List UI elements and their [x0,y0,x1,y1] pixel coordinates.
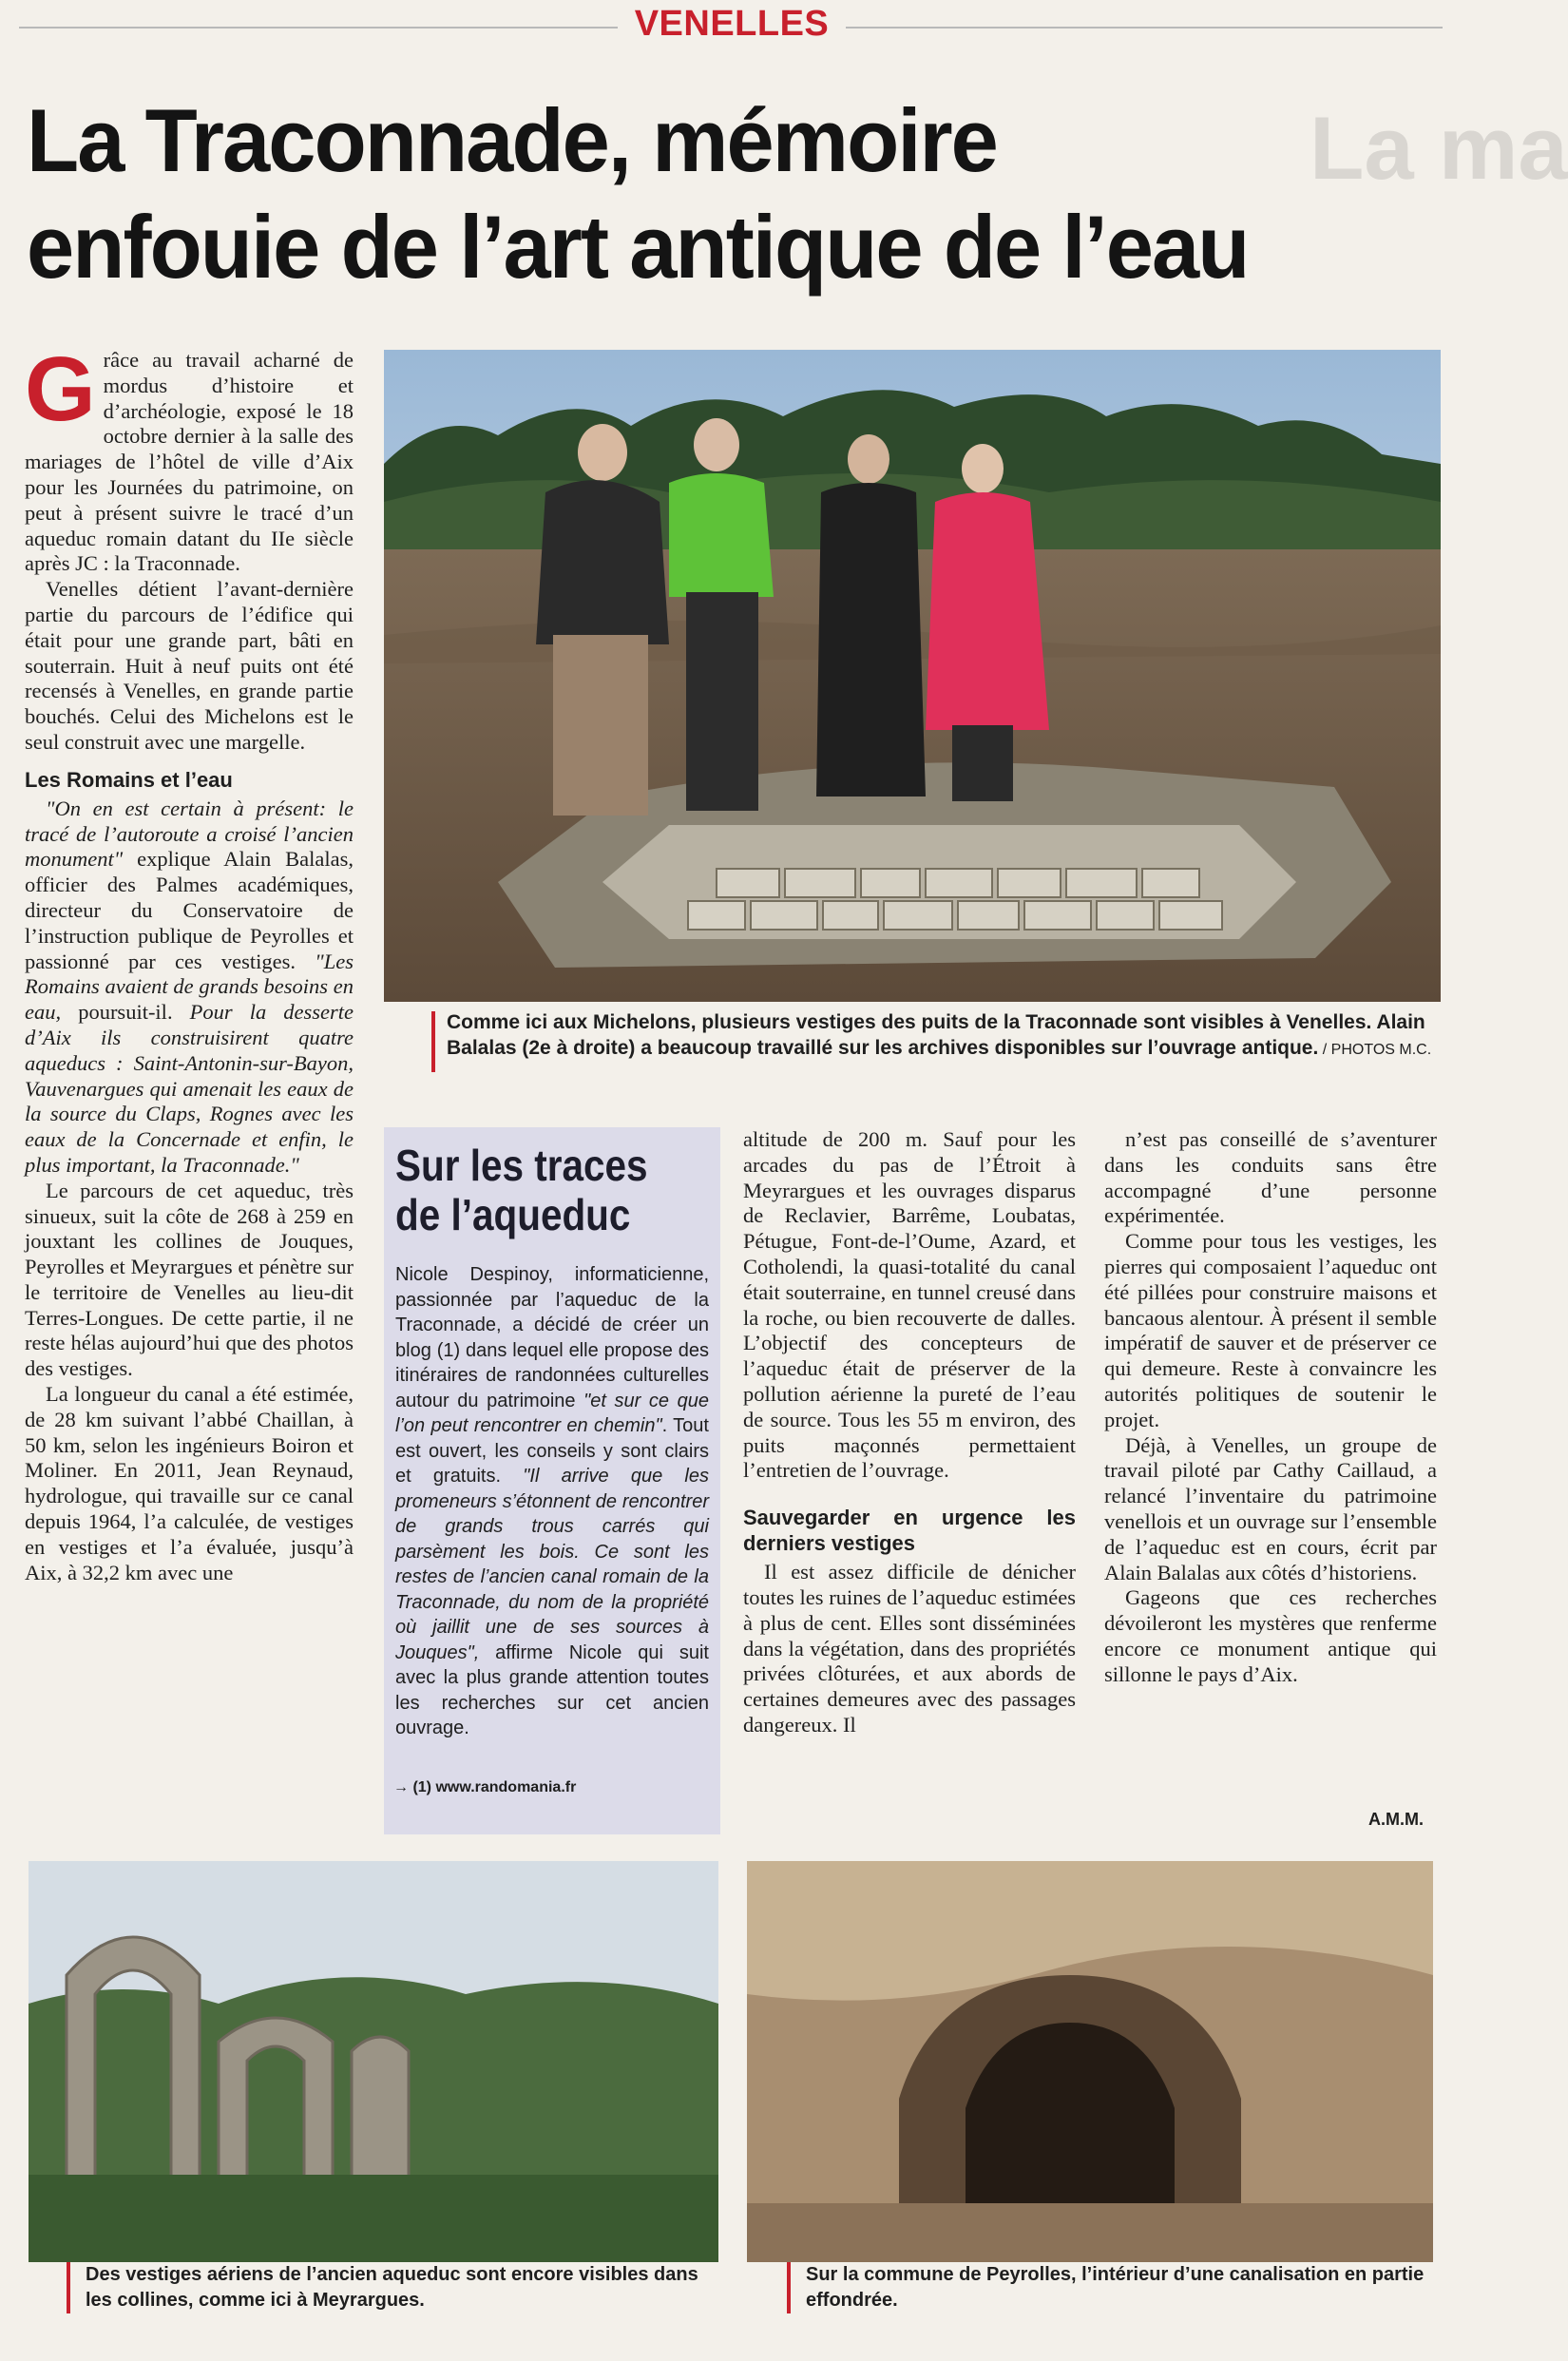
intro-text: râce au travail acharné de mordus d’histoire et d’archéologie, exposé le 18 octobre dernier à la salle des mariages de l’hôtel de ville d’Aix pour les Journées du patrimoine, on peut à présent suivre le tracé d’un aqueduc romain datant du IIe siècle après JC : la Traconnade. [25,348,354,576]
article-column-1 [25,338,354,1585]
quote-2: "Les Romains avaient de grands besoins en eau, [25,949,354,1025]
sidebar-text-3: affirme Nicole qui suit avec la plus grande attention toutes les recherches sur cet ancien ouvrage. [395,1641,709,1738]
text-1: explique Alain Balalas, officier des Palmes académiques, directeur du Conservatoire de l’instruction publique de Peyrolles et passionné par ces vestiges. [25,847,354,973]
article-column-4 [1104,1127,1437,1688]
section-rubric: VENELLES [634,4,830,44]
sidebar-title [395,1141,671,1239]
paragraph-2: Venelles détient l’avant-dernière partie du parcours de l’édifice qui était pour une grande part, bâti en souterrain. Huit à neuf puits ont été recensés à Venelles, en grande partie bouchés. Celui des Michelons est le seul construit avec une margelle. [25,577,354,754]
sidebar-text-2: . Tout est ouvert, les conseils y sont clairs et gratuits. [395,1415,709,1487]
col4-paragraph-4: Gageons que ces recherches dévoileront les mystères que renferme encore ce monument antique qui sillonne le pays d’Aix. [1104,1585,1437,1686]
subhead-romains: Les Romains et l’eau [25,767,233,792]
photo-credit: / PHOTOS M.C. [1318,1042,1432,1058]
sidebar-box [384,1127,720,1834]
sidebar-quote-1: "et sur ce que l’on peut rencontrer en chemin" [395,1390,709,1436]
headline-line-1: La Traconnade, mémoire [27,90,997,190]
blog-link[interactable]: → (1) www.randomania.fr [393,1779,577,1795]
main-caption-bar [431,1011,435,1072]
col4-paragraph-3: Déjà, à Venelles, un groupe de travail piloté par Cathy Caillaud, a relancé l’inventaire du patrimoine venellois et un ouvrage sur l’ensemble de l’aqueduc est en cours, écrit par Alain Balalas aux côtés d’historiens. [1104,1432,1437,1584]
quote-1: "On en est certain à présent: le tracé de l’autoroute a croisé l’ancien monument" [25,796,354,872]
sidebar-text [395,1262,709,1741]
bleed-through-text: La ma [1310,98,1568,198]
rubric-rule-right [846,27,1443,29]
main-photo-caption [447,1009,1441,1063]
tunnel-photo [747,1861,1433,2262]
headline-line-2: enfouie de l’art antique de l’eau [27,197,1249,297]
article-column-3 [743,1127,1076,1738]
col4-paragraph-2: Comme pour tous les vestiges, les pierres qui composaient l’aqueduc ont été pillées pour construire maisons et bancaous alentour. À présent il semble impératif de sauver et de préserver ce qui demeure. Reste à convaincre les autorités politiques de soutenir le projet. [1104,1229,1437,1431]
intro-paragraph [25,338,354,577]
sidebar-text-1: Nicole Despinoy, informaticienne, passionnée par l’aqueduc de la Traconnade, a décidé de créer un blog (1) dans lequel elle propose des itinéraires de randonnées culturelles autour du patrimoine [395,1264,709,1411]
main-photo [384,350,1441,1002]
paragraph-4: Le parcours de cet aqueduc, très sinueux, suit la côte de 268 à 259 en jouxtant les collines de Jouques, Peyrolles et Meyrargues et pénètre sur le territoire de Venelles au lieu-dit Terres-Longues. De cette partie, il ne reste hélas aujourd’hui que des photos des vestiges. [25,1178,354,1381]
text-2: poursuit-il. [61,1000,190,1025]
paragraph-5: La longueur du canal a été estimée, de 28 km suivant l’abbé Chaillan, à 50 km, selon les ingénieurs Boiron et Moliner. En 2011, Jean Reynaud, hydrologue, qui travaille sur ce canal depuis 1964, l’a calculée, de vestiges en vestiges et l’a évaluée, jusqu’à Aix, à 32,2 km avec une [25,1382,354,1584]
tunnel-caption: Sur la commune de Peyrolles, l’intérieur d’une canalisation en partie effondrée. [806,2264,1425,2311]
aqueduct-caption: Des vestiges aériens de l’ancien aqueduc sont encore visibles dans les collines, comme ici à Meyrargues. [86,2264,698,2311]
paragraph-3 [25,797,354,1179]
drop-cap: G [25,338,96,440]
rubric-rule-left [19,27,618,29]
subhead-sauvegarder: Sauvegarder en urgence les derniers vestiges [743,1506,1076,1556]
col3-paragraph-1: altitude de 200 m. Sauf pour les arcades du pas de l’Étroit à Meyrargues et les ouvrages disparus de Reclavier, Barrême, Loubatas, Pétugue, Font-de-l’Oume, Azard, et Cotholendi, la quasi-totalité du canal était souterraine, en tunnel creusé dans la roche, ou bien recouverte de dalles. L’objectif des concepteurs de l’aqueduc était de préserver de la pollution aérienne la pureté de l’eau de source. Tous les 55 m environ, des puits maçonnés permettaient l’entretien de l’ouvrage. [743,1127,1076,1483]
sidebar-title-line-2: de l’aqueduc [395,1190,631,1239]
quote-3: Pour la desserte d’Aix ils construisirent quatre aqueducs : Saint-Antonin-sur-Bayon, Vauvenargues qui amenait les eaux de la source du Claps, Rognes avec les eaux de la Concernade et enfin, le plus important, la Traconnade." [25,1000,354,1177]
main-caption-text: Comme ici aux Michelons, plusieurs vestiges des puits de la Traconnade sont visibles à Venelles. Alain Balalas (2e à droite) a beaucoup travaillé sur les archives disponibles sur l’ouvrage antique. [447,1011,1425,1059]
sidebar-quote-2: "Il arrive que les promeneurs s’étonnent de rencontrer de grands trous carrés qui parsèment les bois. Ce sont les restes de l’ancien canal romain de la Traconnade, du nom de la propriété où jaillit une de ses sources à Jouques", [395,1466,710,1663]
aqueduct-arches-photo [29,1861,718,2262]
left-caption-bar [67,2262,70,2313]
right-caption-bar [787,2262,791,2313]
author-signature: A.M.M. [1368,1810,1424,1829]
col3-paragraph-2: Il est assez difficile de dénicher toutes les ruines de l’aqueduc estimées à plus de cent. Elles sont disséminées dans la végétation, dans des propriétés privées clôturées, et aux abords de certaines demeures avec des passages dangereux. Il [743,1560,1076,1737]
headline [27,87,1386,300]
sidebar-title-line-1: Sur les traces [395,1141,648,1190]
col4-paragraph-1: n’est pas conseillé de s’aventurer dans les conduits sans être accompagné d’une personne expérimentée. [1104,1127,1437,1228]
